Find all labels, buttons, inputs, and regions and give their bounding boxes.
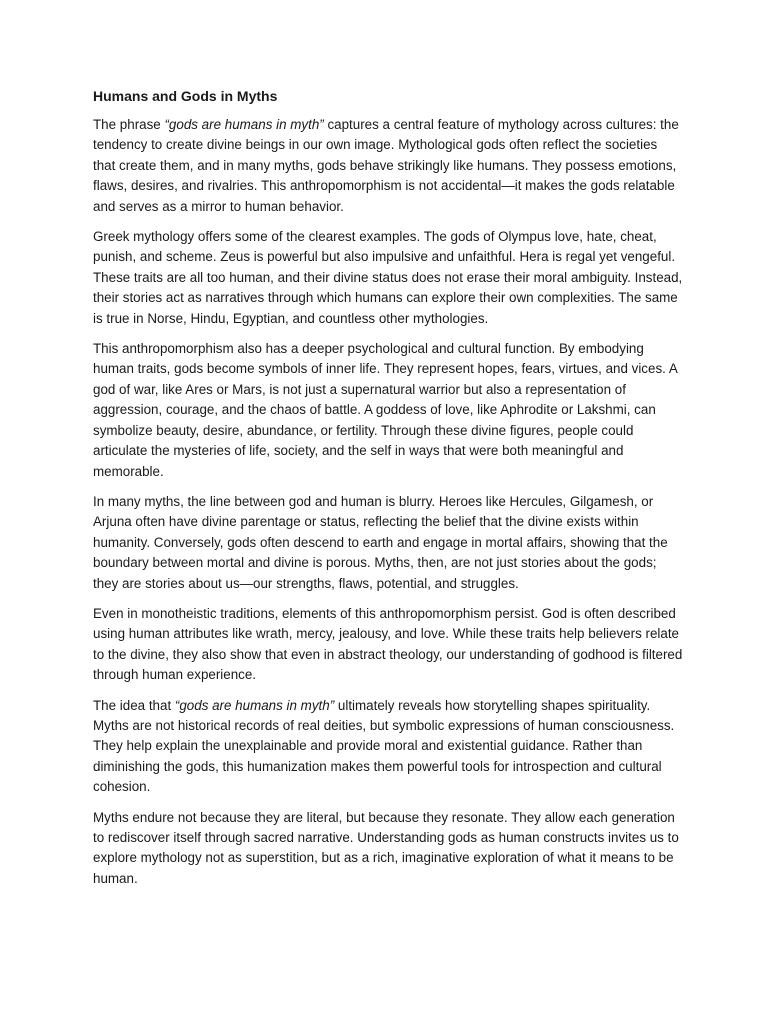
document-page xyxy=(93,86,683,899)
paragraph-1-rest: captures a central feature of mythology across cultures: the tendency to create divine beings in our own image. Mythological gods often reflect the societies that create them, and in many myths, gods behave strikingly like humans. They possess emotions, flaws, desires, and rivalries. This anthropomorphism is not accidental—it makes the gods relatable and serves as a mirror to human behavior. xyxy=(93,117,679,214)
paragraph-5: Even in monotheistic traditions, elements of this anthropomorphism persist. God is often described using human attributes like wrath, mercy, jealousy, and love. While these traits help believers relate to the divine, they also show that even in abstract theology, our understanding of godhood is filtered through human experience. xyxy=(93,605,683,683)
paragraph-2: Greek mythology offers some of the clearest examples. The gods of Olympus love, hate, cheat, punish, and scheme. Zeus is powerful but also impulsive and unfaithful. Hera is regal yet vengeful. These traits are all too human, and their divine status does not erase their moral ambiguity. Instead, their stories act as narratives through which humans can explore their own complexities. The same is true in Norse, Hindu, Egyptian, and countless other mythologies. xyxy=(93,229,683,326)
paragraph-1-quote: “gods are humans in myth” xyxy=(164,117,324,132)
paragraph-6 xyxy=(93,696,683,798)
paragraph-1 xyxy=(93,115,683,217)
paragraph-7: Myths endure not because they are literal, but because they resonate. They allow each generation to rediscover itself through sacred narrative. Understanding gods as human constructs invites us to explore mythology not as superstition, but as a rich, imaginative exploration of what it means to be human. xyxy=(93,809,679,886)
paragraph-1-lead: The phrase xyxy=(93,117,165,132)
paragraph-4: In many myths, the line between god and human is blurry. Heroes like Hercules, Gilgamesh, or Arjuna often have divine parentage or status, reflecting the belief that the divine exists within humanity. Conversely, gods often descend to earth and engage in mortal affairs, showing that the boundary between mortal and divine is porous. Myths, then, are not just stories about the gods; they are stories about us—our strengths, flaws, potential, and struggles. xyxy=(93,493,668,591)
paragraph-6-rest: ultimately reveals how storytelling shapes spirituality. Myths are not historical records of real deities, but symbolic expressions of human consciousness. They help explain the unexplainable and provide moral and existential guidance. Rather than diminishing the gods, this humanization makes them powerful tools for introspection and cultural cohesion. xyxy=(93,697,675,795)
document-title: Humans and Gods in Myths xyxy=(93,88,278,104)
paragraph-3: This anthropomorphism also has a deeper psychological and cultural function. By embodying human traits, gods become symbols of inner life. They represent hopes, fears, virtues, and vices. A god of war, like Ares or Mars, is not just a supernatural warrior but also a representation of aggression, courage, and the chaos of battle. A goddess of love, like Aphrodite or Lakshmi, can symbolize beauty, desire, abundance, or fertility. Through these divine figures, people could articulate the mysteries of life, society, and the self in ways that were both meaningful and memorable. xyxy=(93,341,678,479)
paragraph-6-quote: “gods are humans in myth” xyxy=(174,697,335,713)
paragraph-6-lead: The idea that xyxy=(93,697,175,713)
